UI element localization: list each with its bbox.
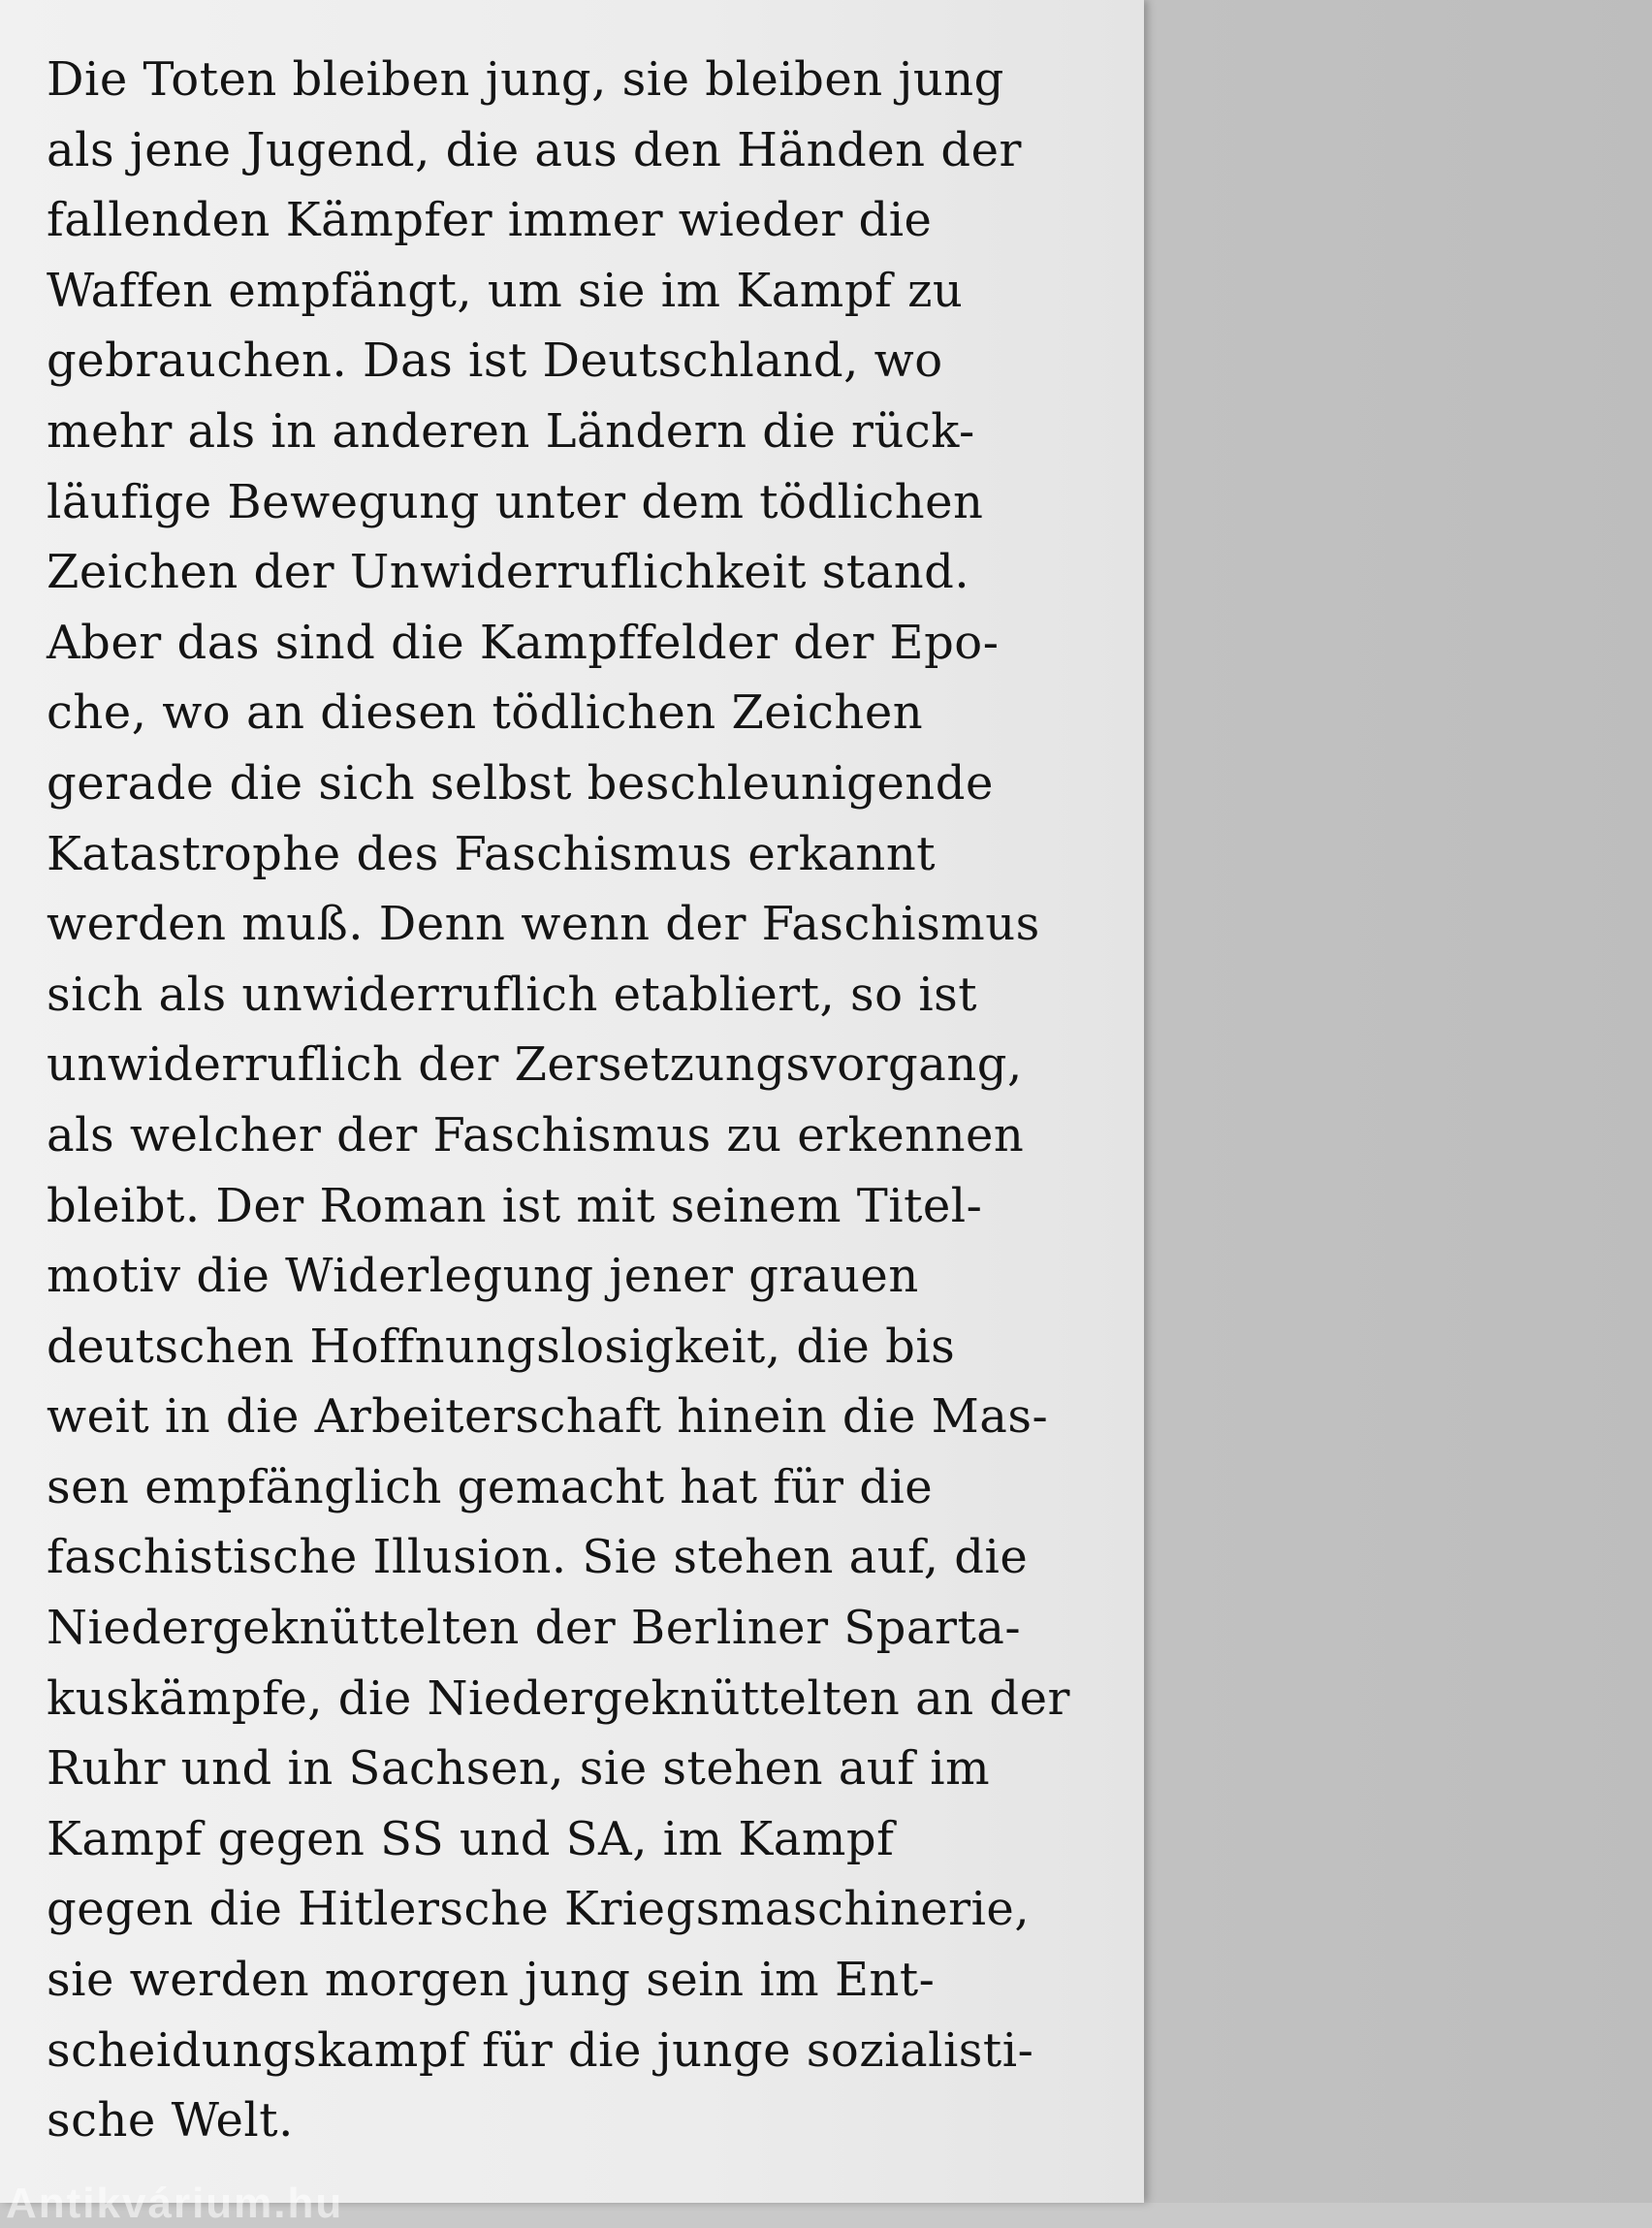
body-text <box>47 45 1070 2156</box>
text-line: scheidungskampf für die junge sozialisti- <box>47 2022 1034 2078</box>
text-line: che, wo an diesen tödlichen Zeichen <box>47 685 924 741</box>
text-line: unwiderruflich der Zersetzungsvorgang, <box>47 1037 1023 1093</box>
text-line: Katastrophe des Faschismus erkannt <box>47 826 937 881</box>
text-line: Die Toten bleiben jung, sie bleiben jung <box>47 52 1004 107</box>
text-line: gegen die Hitlersche Kriegsmaschinerie, <box>47 1882 1031 1937</box>
text-line: sich als unwiderruflich etabliert, so ist <box>47 967 978 1022</box>
watermark: Antikvárium.hu <box>6 2180 344 2227</box>
text-line: fallenden Kämpfer immer wieder die <box>47 193 933 248</box>
text-line: werden muß. Denn wenn der Faschismus <box>47 897 1040 952</box>
text-line: gebrauchen. Das ist Deutschland, wo <box>47 334 943 389</box>
text-line: sie werden morgen jung sein im Ent- <box>47 1953 936 2008</box>
text-line: kuskämpfe, die Niedergeknüttelten an der <box>47 1671 1070 1726</box>
text-line: Aber das sind die Kampffelder der Epo- <box>47 615 1000 670</box>
text-line: sen empfänglich gemacht hat für die <box>47 1459 934 1514</box>
text-line: Kampf gegen SS und SA, im Kampf <box>47 1811 895 1866</box>
text-line: als jene Jugend, die aus den Händen der <box>47 122 1022 177</box>
text-line: bleibt. Der Roman ist mit seinem Titel- <box>47 1178 983 1233</box>
text-line: sche Welt. <box>47 2093 294 2148</box>
text-line: faschistische Illusion. Sie stehen auf, die <box>47 1530 1029 1585</box>
text-line: Waffen empfängt, um sie im Kampf zu <box>47 263 964 318</box>
text-line: gerade die sich selbst beschleunigende <box>47 755 994 811</box>
text-line: mehr als in anderen Ländern die rück- <box>47 403 975 459</box>
text-line: Ruhr und in Sachsen, sie stehen auf im <box>47 1741 991 1797</box>
text-line: deutschen Hoffnungslosigkeit, die bis <box>47 1319 956 1374</box>
text-line: als welcher der Faschismus zu erkennen <box>47 1107 1025 1162</box>
text-line: läufige Bewegung unter dem tödlichen <box>47 474 984 529</box>
text-line: motiv die Widerlegung jener grauen <box>47 1249 919 1304</box>
text-line: weit in die Arbeiterschaft hinein die Mas- <box>47 1389 1049 1445</box>
text-line: Zeichen der Unwiderruflichkeit stand. <box>47 545 970 600</box>
text-line: Niedergeknüttelten der Berliner Sparta- <box>47 1601 1022 1656</box>
